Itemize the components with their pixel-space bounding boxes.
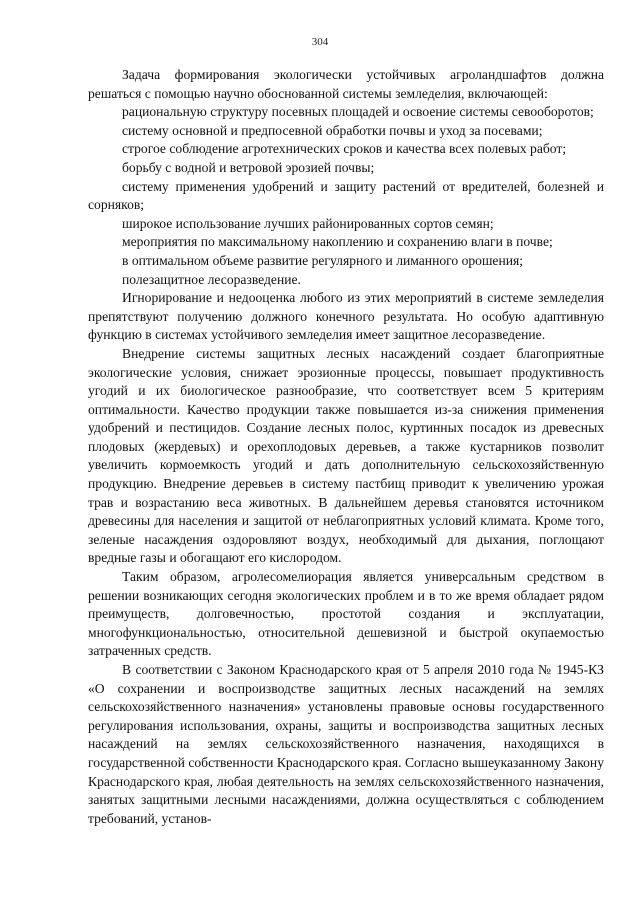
list-item-agrotechnical-terms: строгое соблюдение агротехнических сроков и качества всех полевых работ; [122, 141, 567, 157]
list-item-crop-rotation: рациональную структуру посевных площадей и освоение системы севооборотов; [122, 104, 594, 120]
list-item-fertilizers: систему применения удобрений и защиту растений от вредителей, болезней и сорняков; [88, 178, 604, 213]
list-item-erosion-control: борьбу с водной и ветровой эрозией почвы; [122, 159, 375, 175]
list-item-seed-varieties: широкое использование лучших районированных сортов семян; [122, 215, 494, 231]
list-item-soil-tillage: систему основной и предпосевной обработки почвы и уход за посевами; [122, 122, 543, 138]
list-item-moisture: мероприятия по максимальному накоплению и сохранению влаги в почве; [122, 234, 553, 250]
paragraph-intro: Задача формирования экологически устойчивых агроландшафтов должна решаться с помощью научно обоснованной системы земледелия, включающей: [88, 67, 604, 101]
body-text [88, 66, 604, 828]
paragraph-law: В соответствии с Законом Краснодарского края от 5 апреля 2010 года № 1945-КЗ «О сохранении и воспроизводстве защитных лесных насаждений на землях сельскохозяйственного назначения» установлены правовые основы государственного регулирования использования, охраны, защиты и воспроизводства защитных лесных насаждений на землях сельскохозяйственного назначения, находящихся в государственной собственности Краснодарского края. Согласно вышеуказанному Закону Краснодарского края, любая деятельность на землях сельскохозяйственного назначения, занятых защитными лесными насаждениями, должна осуществляться с соблюдением требований, установ- [88, 662, 604, 826]
paragraph-ignoring: Игнорирование и недооценка любого из этих мероприятий в системе земледелия препятствуют получению должного конечного результата. Но особую адаптивную функцию в системах устойчивого земледелия имеет защитное лесоразведение. [88, 290, 604, 343]
list-item-irrigation: в оптимальном объеме развитие регулярного и лиманного орошения; [122, 252, 524, 268]
paragraph-conclusion: Таким образом, агролесомелиорация является универсальным средством в решении возникающих сегодня экологических проблем и в то же время обладает рядом преимуществ, долговечностью, простотой создания и эксплуатации, многофункциональностью, относительной дешевизной и быстрой окупаемостью затраченных средств. [88, 569, 604, 659]
paragraph-forest-plantings: Внедрение системы защитных лесных насаждений создает благоприятные экологические условия, снижает эрозионные процессы, повышает продуктивность угодий и их биологическое разнообразие, что соответствует всем 5 критериям оптимальности. Качество продукции также повышается из-за снижения применения удобрений и пестицидов. Создание лесных полос, куртинных посадок из древесных плодовых (жердевых) и орехоплодовых деревьев, а также кустарников позволит увеличить кормоемкость угодий и дать дополнительную сельскохозяйственную продукцию. Внедрение деревьев в систему пастбищ приводит к увеличению урожая трав и возрастанию веса животных. В дальнейшем деревья становятся источником древесины для населения и защитой от неблагоприятных условий климата. Кроме того, зеленые насаждения оздоровляют воздух, необходимый для дыхания, поглощают вредные газы и обогащают его кислородом. [88, 345, 604, 566]
page-number: 304 [311, 36, 329, 48]
list-item-afforestation: полезащитное лесоразведение. [122, 271, 301, 287]
